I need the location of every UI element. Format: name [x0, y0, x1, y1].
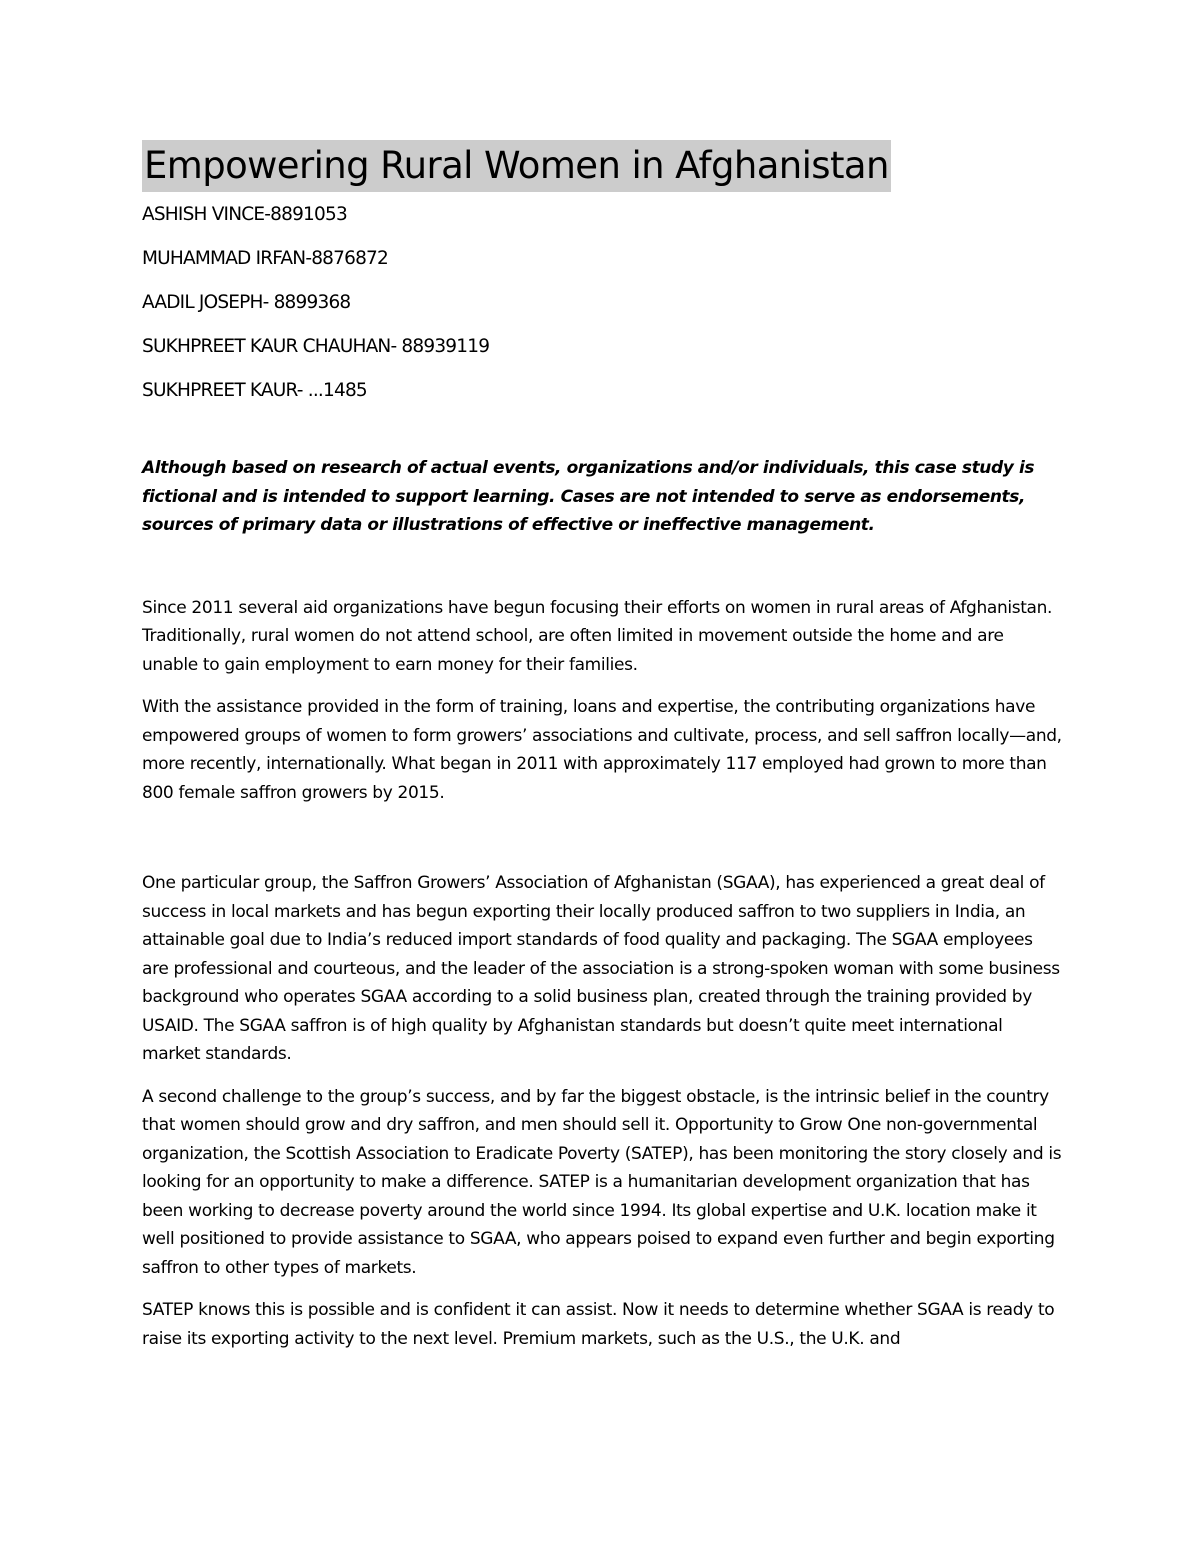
author-line: ASHISH VINCE-8891053	[142, 204, 347, 225]
author-line: SUKHPREET KAUR- ...1485	[142, 380, 367, 401]
body-paragraph: SATEP knows this is possible and is confident it can assist. Now it needs to determine whether SGAA is ready to raise its exporting activity to the next level. Premium markets, such as the U.S., the U.K. and	[142, 1300, 1055, 1349]
author-line: AADIL JOSEPH- 8899368	[142, 292, 351, 313]
document-title: Empowering Rural Women in Afghanistan	[142, 140, 891, 192]
document-page	[142, 140, 1062, 1353]
body-paragraph: One particular group, the Saffron Growers’ Association of Afghanistan (SGAA), has experienced a great deal of success in local markets and has begun exporting their locally produced saffron to two suppliers in India, an attainable goal due to India’s reduced import standards of food quality and packaging. The SGAA employees are professional and courteous, and the leader of the association is a strong-spoken woman with some business background who operates SGAA according to a solid business plan, created through the training provided by USAID. The SGAA saffron is of high quality by Afghanistan standards but doesn’t quite meet international market standards.	[142, 873, 1060, 1064]
body-paragraph: With the assistance provided in the form of training, loans and expertise, the contributing organizations have empowered groups of women to form growers’ associations and cultivate, process, and sell saffron locally—and, more recently, internationally. What began in 2011 with approximately 117 employed had grown to more than 800 female saffron growers by 2015.	[142, 697, 1062, 803]
author-list	[142, 204, 1062, 402]
body-paragraph: Since 2011 several aid organizations have begun focusing their efforts on women in rural areas of Afghanistan. Traditionally, rural women do not attend school, are often limited in movement outside the home and are unable to gain employment to earn money for their families.	[142, 597, 1053, 675]
author-line: SUKHPREET KAUR CHAUHAN- 88939119	[142, 336, 490, 357]
disclaimer-text: Although based on research of actual events, organizations and/or individuals, this case study is fictional and is intended to support learning. Cases are not intended to serve as endorsements, sources of primary data or illustrations of effective or ineffective management.	[142, 458, 1035, 535]
body-paragraph: A second challenge to the group’s success, and by far the biggest obstacle, is the intrinsic belief in the country that women should grow and dry saffron, and men should sell it. Opportunity to Grow One non-governmental organization, the Scottish Association to Eradicate Poverty (SATEP), has been monitoring the story closely and is looking for an opportunity to make a difference. SATEP is a humanitarian development organization that has been working to decrease poverty around the world since 1994. Its global expertise and U.K. location make it well positioned to provide assistance to SGAA, who appears poised to expand even further and begin exporting saffron to other types of markets.	[142, 1086, 1062, 1278]
author-line: MUHAMMAD IRFAN-8876872	[142, 248, 388, 269]
